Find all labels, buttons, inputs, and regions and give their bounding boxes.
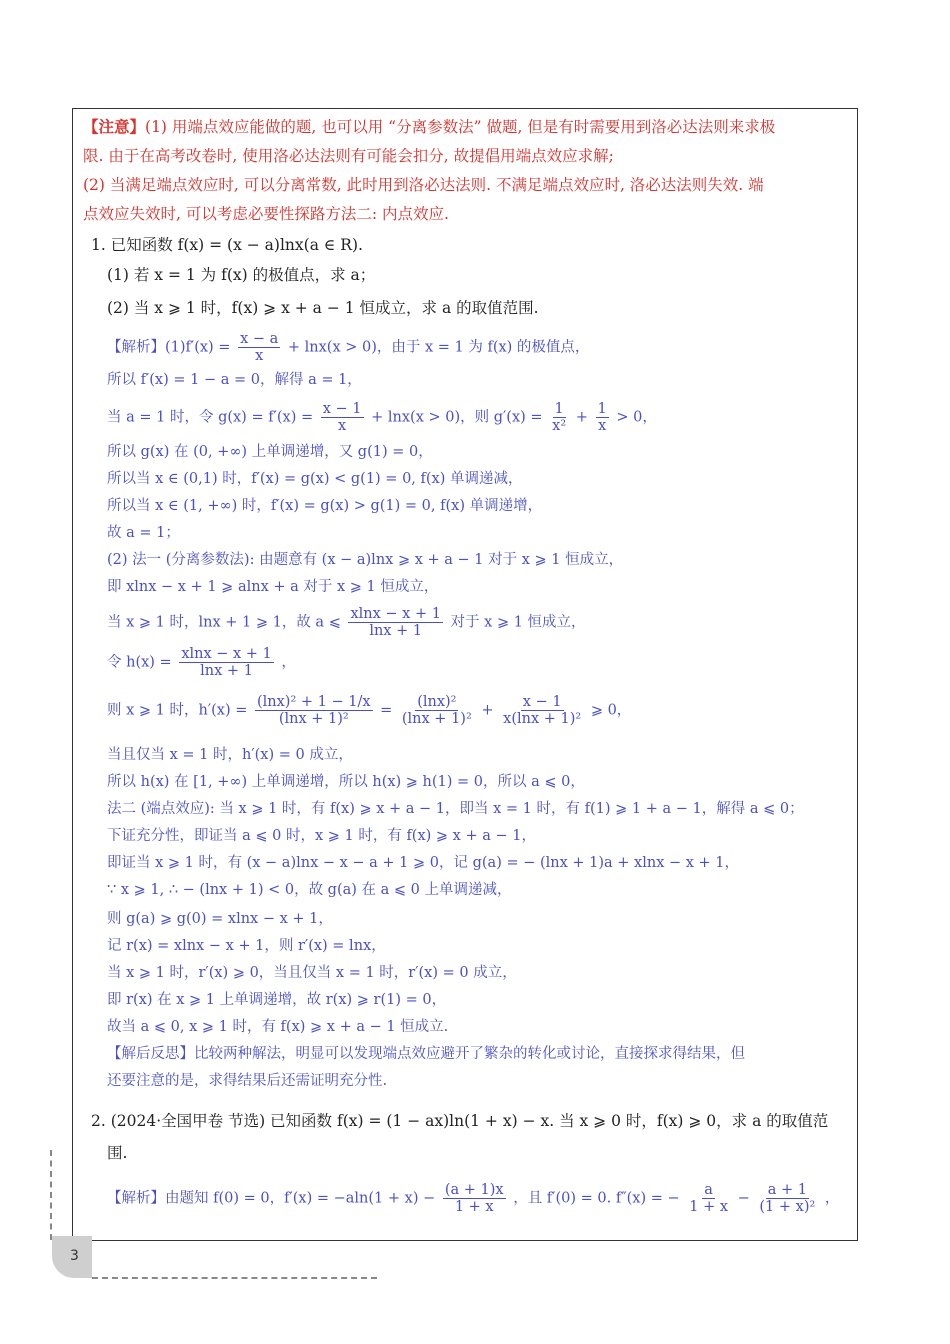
plus-sign: + (481, 702, 494, 719)
fraction-numerator: (lnx)² (417, 694, 457, 710)
fraction-denominator: lnx + 1 (200, 663, 253, 679)
note-line-3: (2) 当满足端点效应时, 可以分离常数, 此时用到洛必达法则. 不满足端点效应时, 洛必达法则失效. 端 (83, 176, 764, 194)
fraction-numerator: xlnx − x + 1 (181, 646, 272, 662)
solution1-line-25: 还要注意的是，求得结果后还需证明充分性. (107, 1073, 388, 1089)
fraction (596, 401, 609, 434)
fraction-numerator: xlnx − x + 1 (350, 606, 441, 622)
fraction (400, 694, 474, 727)
fraction-numerator: x − a (240, 331, 279, 347)
note-line-1 (83, 117, 775, 137)
solution1-text: 对于 x ⩾ 1 恒成立， (450, 614, 586, 631)
fraction (179, 646, 273, 679)
fraction-denominator: x(lnx + 1)² (503, 711, 582, 727)
solution1-text: 当 a = 1 时，令 g(x) = f′(x) = (107, 409, 314, 426)
fraction-denominator: (lnx + 1)² (401, 711, 472, 727)
fraction (757, 1182, 817, 1215)
fraction-numerator: (a + 1)x (444, 1182, 504, 1198)
fraction (501, 694, 583, 727)
solution2-text: ， (824, 1190, 840, 1207)
solution1-line-21: 当 x ⩾ 1 时，r′(x) ⩾ 0，当且仅当 x = 1 时，r′(x) = 0 成立， (107, 965, 517, 981)
fraction-numerator: (lnx)² + 1 − 1/x (256, 694, 371, 710)
solution1-line-18: ∵ x ⩾ 1, ∴ − (lnx + 1) < 0，故 g(a) 在 a ⩽ 0 上单调递减， (107, 882, 512, 898)
problem1-stem: 1. 已知函数 f(x) = (x − a)lnx(a ∈ R). (91, 236, 363, 254)
equals-sign: = (380, 702, 393, 719)
note-line-4: 点效应失效时, 可以考虑必要性探路方法二: 内点效应. (83, 205, 449, 223)
fraction (321, 401, 364, 434)
page-edge-dashes (50, 1150, 52, 1240)
solution1-line-17: 即证当 x ⩾ 1 时，有 (x − a)lnx − x − a + 1 ⩾ 0，记 g(a) = − (lnx + 1)a + xlnx − x + 1， (107, 855, 740, 871)
problem2-stem-line-1: 2. (2024·全国甲卷 节选) 已知函数 f(x) = (1 − ax)ln(1 + x) − x. 当 x ⩾ 0 时，f(x) ⩾ 0，求 a 的取值范 (91, 1112, 829, 1130)
solution1-line-22: 即 r(x) 在 x ⩾ 1 上单调递增，故 r(x) ⩾ r(1) = 0， (107, 992, 447, 1008)
solution1-text: ， (281, 654, 296, 671)
solution1-line-19: 则 g(a) ⩾ g(0) = xlnx − x + 1， (107, 911, 333, 927)
solution1-line-9: 即 xlnx − x + 1 ⩾ alnx + a 对于 x ⩾ 1 恒成立， (107, 579, 439, 595)
solution1-line-11 (107, 646, 296, 679)
fraction-numerator: a (704, 1182, 713, 1198)
solution1-text: ⩾ 0， (590, 702, 632, 719)
solution1-line-5: 所以当 x ∈ (0,1) 时，f′(x) = g(x) < g(1) = 0, f(x) 单调递减， (107, 471, 523, 487)
fraction (443, 1182, 506, 1215)
solution1-text: (1)f′(x) = (165, 339, 231, 356)
note-line-2: 限. 由于在高考改卷时, 使用洛必达法则有可能会扣分, 故提倡用端点效应求解; (83, 147, 614, 165)
solution1-line-8: (2) 法一 (分离参数法): 由题意有 (x − a)lnx ⩾ x + a − 1 对于 x ⩾ 1 恒成立， (107, 552, 624, 568)
solution-tag: 【解析】 (107, 339, 165, 356)
solution1-line-15: 法二 (端点效应): 当 x ⩾ 1 时，有 f(x) ⩾ x + a − 1，即当 x = 1 时，有 f(1) ⩾ 1 + a − 1，解得 a ⩽ 0； (107, 801, 804, 817)
fraction (348, 606, 442, 639)
page-number: 3 (70, 1248, 79, 1264)
problem1-q1: (1) 若 x = 1 为 f(x) 的极值点，求 a； (107, 266, 376, 284)
solution1-line-16: 下证充分性，即证当 a ⩽ 0 时，x ⩾ 1 时，有 f(x) ⩾ x + a − 1， (107, 828, 536, 844)
note-tag: 【注意】 (83, 117, 146, 136)
solution1-line-12 (107, 694, 631, 727)
note-text-1: (1) 用端点效应能做的题, 也可以用 “分离参数法” 做题, 但是有时需要用到洛必达法则来求极 (145, 118, 776, 136)
footer-dashed-rule (92, 1277, 377, 1279)
fraction-denominator: x (338, 418, 347, 434)
problem1-q2: (2) 当 x ⩾ 1 时，f(x) ⩾ x + a − 1 恒成立，求 a 的取值范围. (107, 299, 539, 317)
plus-sign: + (575, 409, 588, 426)
solution1-line-4: 所以 g(x) 在 (0, +∞) 上单调递增，又 g(1) = 0， (107, 444, 433, 460)
fraction-denominator: x² (552, 418, 567, 434)
solution1-line-23: 故当 a ⩽ 0, x ⩾ 1 时，有 f(x) ⩾ x + a − 1 恒成立. (107, 1019, 449, 1035)
solution-tag: 【解析】 (107, 1190, 165, 1207)
fraction-numerator: x − 1 (522, 694, 562, 710)
fraction (255, 694, 373, 727)
fraction-numerator: 1 (597, 401, 607, 417)
fraction-numerator: a + 1 (767, 1182, 807, 1198)
solution1-line-6: 所以当 x ∈ (1, +∞) 时，f′(x) = g(x) > g(1) = 0, f(x) 单调递增， (107, 498, 543, 514)
solution1-line-2: 所以 f′(x) = 1 − a = 0，解得 a = 1， (107, 372, 362, 388)
solution1-line-3 (107, 401, 657, 434)
solution1-line-7: 故 a = 1； (107, 525, 180, 541)
problem2-stem-line-2: 围. (107, 1144, 128, 1162)
fraction-denominator: 1 + x (689, 1199, 729, 1215)
solution1-line-13: 当且仅当 x = 1 时，h′(x) = 0 成立， (107, 747, 353, 763)
solution1-text: 令 h(x) = (107, 654, 172, 671)
fraction-denominator: x (598, 418, 607, 434)
fraction-denominator: 1 + x (454, 1199, 494, 1215)
solution2-text: 由题知 f(0) = 0，f′(x) = −aln(1 + x) − (165, 1190, 436, 1207)
fraction (238, 331, 280, 364)
solution1-text: 当 x ⩾ 1 时，lnx + 1 ⩾ 1，故 a ⩽ (107, 614, 341, 631)
fraction-denominator: x (255, 348, 264, 364)
solution1-line-20: 记 r(x) = xlnx − x + 1，则 r′(x) = lnx， (107, 938, 386, 954)
solution1-text: 则 x ⩾ 1 时，h′(x) = (107, 702, 248, 719)
fraction-denominator: lnx + 1 (369, 623, 423, 639)
fraction-numerator: x − 1 (322, 401, 362, 417)
solution2-text: ，且 f′(0) = 0. f″(x) = − (513, 1190, 680, 1207)
fraction-denominator: (lnx + 1)² (278, 711, 349, 727)
solution1-line-1 (107, 331, 589, 364)
solution1-line-14: 所以 h(x) 在 [1, +∞) 上单调递增，所以 h(x) ⩾ h(1) = 0，所以 a ⩽ 0， (107, 774, 585, 790)
solution1-text: 比较两种解法，明显可以发现端点效应避开了繁杂的转化或讨论，直接探求得结果，但 (194, 1046, 745, 1062)
solution1-line-10 (107, 606, 586, 639)
solution1-line-24 (107, 1044, 745, 1064)
solution1-text: + lnx(x > 0)，则 g′(x) = (371, 409, 543, 426)
fraction-denominator: (1 + x)² (759, 1199, 816, 1215)
solution1-text: > 0， (616, 409, 657, 426)
fraction (550, 401, 568, 434)
fraction-numerator: 1 (554, 401, 564, 417)
problem2-solution-line (107, 1182, 839, 1215)
reflection-tag: 【解后反思】 (107, 1046, 194, 1062)
solution1-text: + lnx(x > 0)，由于 x = 1 为 f(x) 的极值点， (287, 339, 590, 356)
minus-sign: − (737, 1190, 750, 1207)
fraction (687, 1182, 730, 1215)
content-frame (72, 108, 858, 1241)
